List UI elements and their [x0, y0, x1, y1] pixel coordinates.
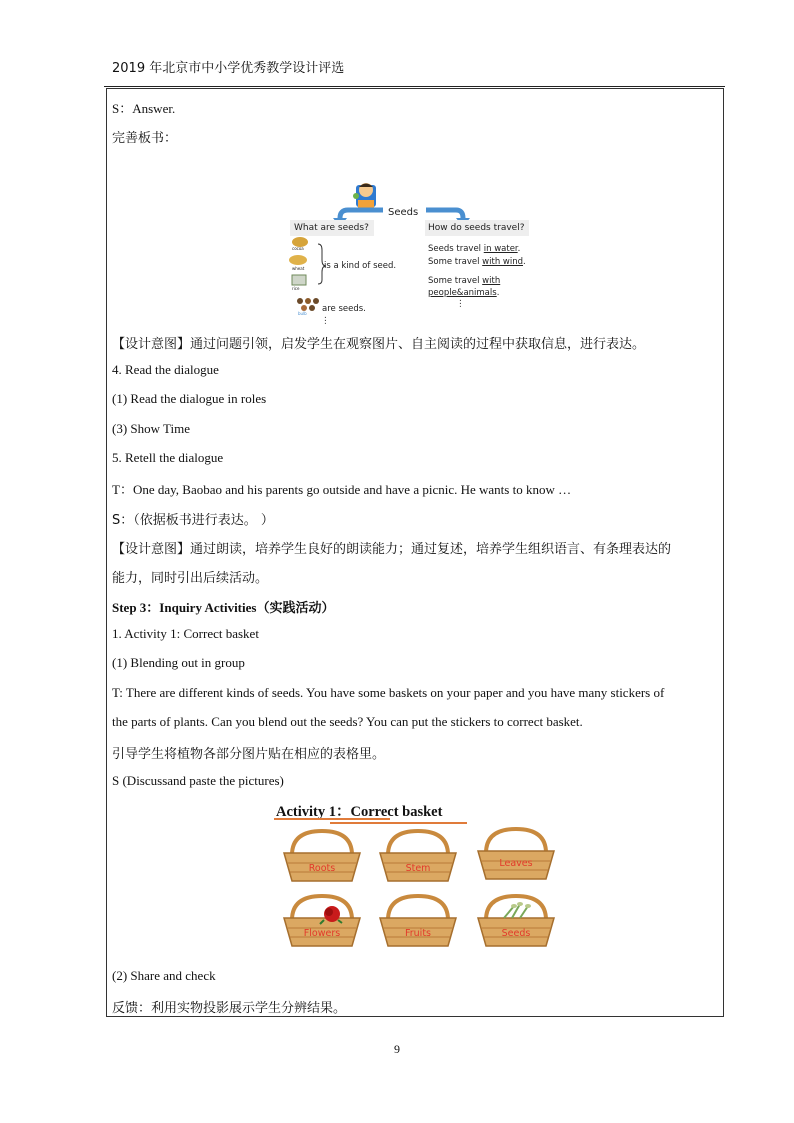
basket-leaves: [474, 825, 558, 885]
right-ellipsis: ⋮: [456, 299, 465, 309]
basket-stem: [376, 827, 460, 887]
line-share-check: (2) Share and check: [112, 968, 216, 983]
right-question: How do seeds travel?: [428, 223, 525, 233]
line-answer: S：Answer.: [112, 101, 176, 116]
line-read-in-roles: (1) Read the dialogue in roles: [112, 391, 267, 406]
line-teacher-instruction-1: T: There are different kinds of seeds. You have some baskets on your paper and you have many stickers of: [112, 685, 665, 700]
basket-flowers: [280, 892, 364, 952]
basket-icon: [376, 827, 460, 887]
rose-icon: [320, 906, 342, 924]
kind-text: is a kind of seed.: [324, 261, 397, 271]
line-retell: 5. Retell the dialogue: [112, 450, 224, 465]
boy-icon: [353, 183, 376, 208]
title-underlines: [270, 797, 560, 827]
page-header: 2019 年北京市中小学优秀教学设计评选: [112, 61, 345, 76]
seed-label-wheat: wheat: [292, 266, 305, 271]
line-blending: (1) Blending out in group: [112, 655, 245, 670]
basket-roots: [280, 827, 364, 887]
basket-label: Flowers: [303, 928, 341, 939]
seed-label-rice: rice: [292, 286, 300, 291]
left-ellipsis: ⋮: [321, 316, 330, 326]
travel-line-2: Some travel with wind.: [428, 257, 526, 267]
page-number: 9: [394, 1042, 400, 1056]
basket-fruits: [376, 892, 460, 952]
step-3-heading: Step 3：Inquiry Activities（实践活动）: [112, 600, 335, 615]
travel-line-1: Seeds travel in water.: [428, 244, 521, 254]
travel-line-3a: Some travel with: [428, 276, 501, 286]
board-center-label: Seeds: [388, 207, 419, 218]
line-read-dialogue: 4. Read the dialogue: [112, 362, 219, 377]
basket-icon: [474, 825, 558, 885]
line-show-time: (3) Show Time: [112, 421, 191, 436]
basket-icon: [376, 892, 460, 952]
basket-label: Fruits: [404, 928, 431, 939]
basket-icon: [280, 892, 364, 952]
basket-icon: [280, 827, 364, 887]
design-intent-1: 【设计意图】通过问题引领，启发学生在观察图片、自主阅读的过程中获取信息，进行表达。: [112, 337, 646, 352]
seedling-icon: [504, 902, 531, 918]
line-activity-1: 1. Activity 1: Correct basket: [112, 626, 259, 641]
line-guide: 引导学生将植物各部分图片贴在相应的表格里。: [112, 747, 386, 762]
line-student-retell: S：（依据板书进行表达。 ）: [112, 513, 274, 528]
basket-icon: [474, 892, 558, 952]
basket-label: Roots: [308, 863, 336, 874]
line-board-completion: 完善板书：: [112, 131, 178, 146]
board-diagram: [288, 180, 530, 330]
line-teacher-instruction-2: the parts of plants. Can you blend out the seeds? You can put the stickers to correct basket.: [112, 714, 583, 729]
travel-line-3b: people&animals.: [428, 288, 500, 298]
line-student-discuss: S (Discussand paste the pictures): [112, 773, 284, 788]
line-teacher-retell: T：One day, Baobao and his parents go outside and have a picnic. He wants to know …: [112, 482, 572, 497]
left-question: What are seeds?: [294, 223, 369, 233]
activity-title: Activity 1：Correct basket: [276, 804, 443, 820]
basket-label: Stem: [405, 863, 431, 874]
line-feedback: 反馈：利用实物投影展示学生分辨结果。: [112, 1001, 347, 1016]
basket-label: Leaves: [499, 858, 533, 869]
design-intent-2: 【设计意图】通过朗读，培养学生良好的朗读能力；通过复述，培养学生组织语言、有条理表达的: [112, 542, 672, 557]
basket-seeds: [474, 892, 558, 952]
seed-label-bulb: bulb: [298, 311, 307, 316]
header-divider: [104, 86, 725, 87]
are-seeds-text: are seeds.: [322, 304, 366, 314]
design-intent-2-cont: 能力，同时引出后续活动。: [112, 571, 269, 586]
seed-label-cocoa: cocoa: [292, 246, 304, 251]
basket-label: Seeds: [501, 928, 531, 939]
activity-figure: [270, 797, 560, 952]
